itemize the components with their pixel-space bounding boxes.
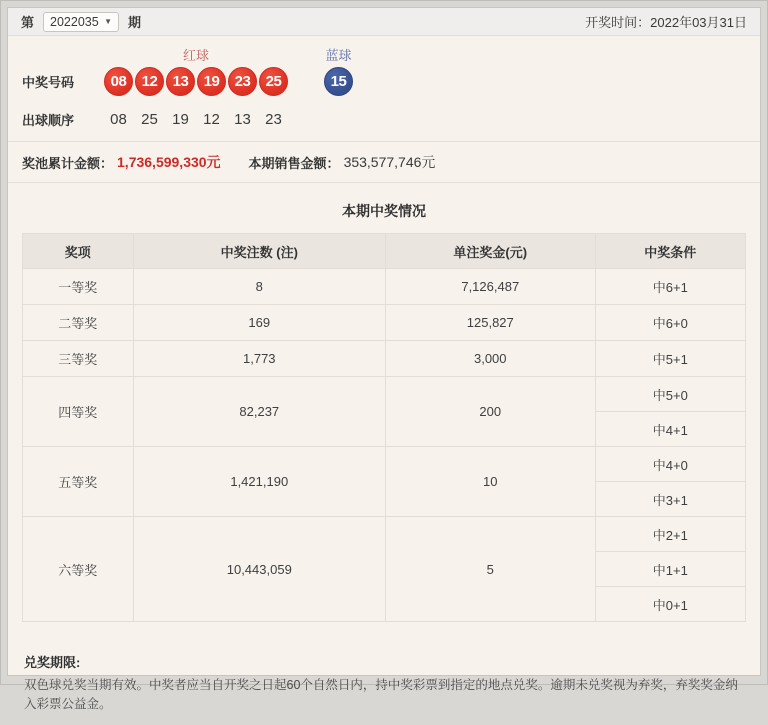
condition-cell: 中1+1 [595,552,745,587]
label-indent [22,45,104,62]
period-prefix-label: 第 [21,15,35,30]
blue-ball: 15 [324,67,353,96]
red-ball-label: 红球 [182,48,209,63]
count-cell: 10,443,059 [133,517,385,622]
red-balls [104,67,288,96]
prize-cell: 五等奖 [23,447,134,517]
draw-order-number: 08 [110,111,127,128]
chevron-down-icon: ▼ [104,17,113,26]
red-ball: 13 [166,67,195,96]
count-cell: 1,421,190 [133,447,385,517]
header-condition: 中奖条件 [595,234,745,269]
prize-cell: 四等奖 [23,377,134,447]
table-row [23,447,746,482]
jackpot-value: 1,736,599,330元 [117,154,221,170]
period-suffix-label: 期 [128,15,142,30]
redemption-notice [8,638,760,725]
table-row [23,305,746,341]
amount-cell: 200 [385,377,595,447]
condition-cell: 中2+1 [595,517,745,552]
amount-cell: 10 [385,447,595,517]
winning-numbers-label: 中奖号码 [22,75,75,90]
draw-order-numbers [104,111,288,128]
header-amount: 单注奖金(元) [385,234,595,269]
draw-time-value: 2022年03月31日 [650,15,747,30]
draw-time [585,12,747,31]
amount-cell: 7,126,487 [385,269,595,305]
draw-order-number: 25 [141,111,158,128]
condition-cell: 中0+1 [595,587,745,622]
ball-type-labels [22,45,746,62]
draw-order-number: 19 [172,111,189,128]
winning-numbers-row [22,67,746,96]
draw-time-label: 开奖时间： [585,15,651,30]
count-cell: 1,773 [133,341,385,377]
amount-cell: 125,827 [385,305,595,341]
blue-ball-label: 蓝球 [325,48,352,63]
header-prize: 奖项 [23,234,134,269]
notice-body: 双色球兑奖当期有效。中奖者应当自开奖之日起60个自然日内，持中奖彩票到指定的地点兑奖。逾期未兑奖视为弃奖，弃奖奖金纳入彩票公益金。 [24,678,738,712]
prize-table [22,233,746,622]
table-header-row [23,234,746,269]
draw-order-number: 23 [265,111,282,128]
draw-order-label: 出球顺序 [22,113,75,128]
header-count: 中奖注数 (注) [133,234,385,269]
condition-cell: 中5+0 [595,377,745,412]
prize-cell: 六等奖 [23,517,134,622]
sales-label: 本期销售金额： [248,155,340,171]
red-ball: 19 [197,67,226,96]
table-row [23,517,746,552]
top-bar [8,8,760,36]
pool-row [8,141,760,183]
content-panel [7,7,761,712]
condition-cell: 中3+1 [595,482,745,517]
condition-cell: 中4+0 [595,447,745,482]
count-cell: 82,237 [133,377,385,447]
condition-cell: 中6+1 [595,269,745,305]
condition-cell: 中4+1 [595,412,745,447]
red-ball: 25 [259,67,288,96]
prize-table-title: 本期中奖情况 [342,203,426,219]
red-ball: 23 [228,67,257,96]
amount-cell: 3,000 [385,341,595,377]
prize-cell: 三等奖 [23,341,134,377]
draw-order-row [22,110,746,129]
red-ball: 12 [135,67,164,96]
count-cell: 169 [133,305,385,341]
condition-cell: 中5+1 [595,341,745,377]
sales-value: 353,577,746元 [343,154,436,170]
draw-order-number: 12 [203,111,220,128]
prize-cell: 二等奖 [23,305,134,341]
condition-cell: 中6+0 [595,305,745,341]
count-cell: 8 [133,269,385,305]
draw-section [8,36,760,141]
jackpot-label: 奖池累计金额： [22,155,114,171]
period-select-value: 2022035 [50,14,99,29]
table-row [23,341,746,377]
prize-table-section [8,183,760,638]
prize-cell: 一等奖 [23,269,134,305]
period-select[interactable] [43,12,119,32]
table-row [23,377,746,412]
red-ball: 08 [104,67,133,96]
draw-order-number: 13 [234,111,251,128]
amount-cell: 5 [385,517,595,622]
notice-title: 兑奖期限: [24,655,81,670]
table-row [23,269,746,305]
